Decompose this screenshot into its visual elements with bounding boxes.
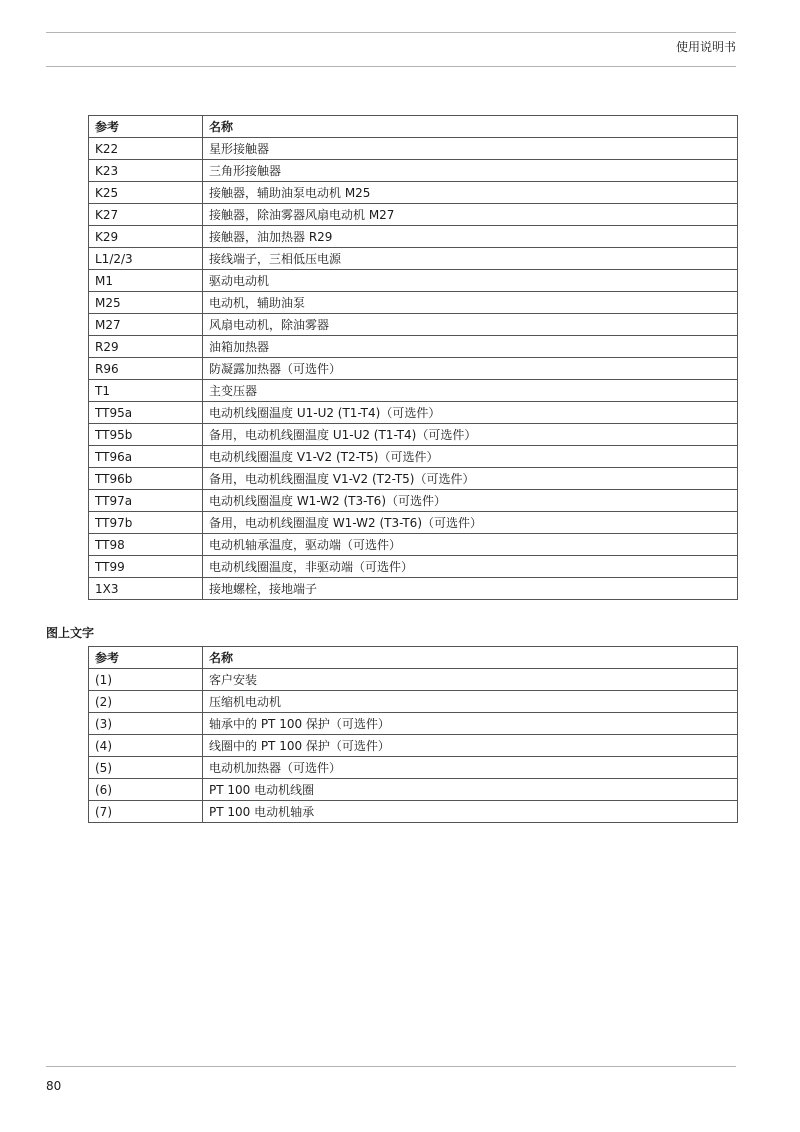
table-row bbox=[89, 380, 738, 402]
reference-cell: TT95a bbox=[89, 402, 203, 424]
name-cell: 防凝露加热器（可选件） bbox=[203, 358, 738, 380]
name-cell: 接地螺栓，接地端子 bbox=[203, 578, 738, 600]
name-cell: 压缩机电动机 bbox=[203, 691, 738, 713]
name-cell: 电动机线圈温度 W1-W2 (T3-T6)（可选件） bbox=[203, 490, 738, 512]
table-row bbox=[89, 402, 738, 424]
name-cell: 三角形接触器 bbox=[203, 160, 738, 182]
reference-cell: K23 bbox=[89, 160, 203, 182]
reference-cell: TT96a bbox=[89, 446, 203, 468]
column-header-name: 名称 bbox=[203, 116, 738, 138]
name-cell: 风扇电动机，除油雾器 bbox=[203, 314, 738, 336]
name-cell: 电动机加热器（可选件） bbox=[203, 757, 738, 779]
document-title: 使用说明书 bbox=[675, 40, 736, 54]
reference-cell: TT95b bbox=[89, 424, 203, 446]
column-header-reference: 参考 bbox=[89, 116, 203, 138]
table-row bbox=[89, 691, 738, 713]
section-heading: 图上文字 bbox=[46, 626, 95, 640]
table-row bbox=[89, 138, 738, 160]
table-header-row bbox=[89, 116, 738, 138]
header-rule-bottom bbox=[46, 66, 736, 67]
name-cell: 接触器，除油雾器风扇电动机 M27 bbox=[203, 204, 738, 226]
table-row bbox=[89, 292, 738, 314]
reference-cell: M25 bbox=[89, 292, 203, 314]
table-row bbox=[89, 512, 738, 534]
table-row bbox=[89, 735, 738, 757]
table-row bbox=[89, 336, 738, 358]
table-row bbox=[89, 779, 738, 801]
name-cell: 电动机，辅助油泵 bbox=[203, 292, 738, 314]
reference-cell: TT97b bbox=[89, 512, 203, 534]
table-row bbox=[89, 248, 738, 270]
figure-text-table bbox=[88, 646, 738, 823]
table-row bbox=[89, 757, 738, 779]
name-cell: 客户安装 bbox=[203, 669, 738, 691]
table-row bbox=[89, 182, 738, 204]
name-cell: 备用，电动机线圈温度 V1-V2 (T2-T5)（可选件） bbox=[203, 468, 738, 490]
reference-cell: 1X3 bbox=[89, 578, 203, 600]
table-body bbox=[89, 669, 738, 823]
page-number: 80 bbox=[46, 1079, 62, 1093]
table-row bbox=[89, 534, 738, 556]
table-row bbox=[89, 556, 738, 578]
name-cell: 电动机轴承温度，驱动端（可选件） bbox=[203, 534, 738, 556]
table-row bbox=[89, 424, 738, 446]
name-cell: 电动机线圈温度 V1-V2 (T2-T5)（可选件） bbox=[203, 446, 738, 468]
reference-cell: TT98 bbox=[89, 534, 203, 556]
reference-cell: R96 bbox=[89, 358, 203, 380]
name-cell: 备用，电动机线圈温度 W1-W2 (T3-T6)（可选件） bbox=[203, 512, 738, 534]
name-cell: 主变压器 bbox=[203, 380, 738, 402]
footer-rule bbox=[46, 1066, 736, 1067]
name-cell: PT 100 电动机线圈 bbox=[203, 779, 738, 801]
name-cell: 星形接触器 bbox=[203, 138, 738, 160]
reference-cell: K29 bbox=[89, 226, 203, 248]
reference-table bbox=[88, 115, 738, 600]
name-cell: 轴承中的 PT 100 保护（可选件） bbox=[203, 713, 738, 735]
reference-cell: (6) bbox=[89, 779, 203, 801]
table-row bbox=[89, 270, 738, 292]
reference-cell: (7) bbox=[89, 801, 203, 823]
name-cell: 线圈中的 PT 100 保护（可选件） bbox=[203, 735, 738, 757]
reference-cell: TT97a bbox=[89, 490, 203, 512]
table-row bbox=[89, 314, 738, 336]
reference-cell: (5) bbox=[89, 757, 203, 779]
reference-cell: M1 bbox=[89, 270, 203, 292]
table-row bbox=[89, 801, 738, 823]
name-cell: 接线端子，三相低压电源 bbox=[203, 248, 738, 270]
reference-cell: K25 bbox=[89, 182, 203, 204]
reference-cell: R29 bbox=[89, 336, 203, 358]
reference-cell: (1) bbox=[89, 669, 203, 691]
name-cell: 电动机线圈温度 U1-U2 (T1-T4)（可选件） bbox=[203, 402, 738, 424]
table-header-row bbox=[89, 647, 738, 669]
table-row bbox=[89, 358, 738, 380]
reference-cell: K27 bbox=[89, 204, 203, 226]
name-cell: 接触器，辅助油泵电动机 M25 bbox=[203, 182, 738, 204]
table-body bbox=[89, 138, 738, 600]
reference-cell: TT99 bbox=[89, 556, 203, 578]
table-row bbox=[89, 226, 738, 248]
table-row bbox=[89, 446, 738, 468]
reference-cell: (2) bbox=[89, 691, 203, 713]
column-header-name: 名称 bbox=[203, 647, 738, 669]
table-row bbox=[89, 204, 738, 226]
reference-cell: TT96b bbox=[89, 468, 203, 490]
table-row bbox=[89, 490, 738, 512]
name-cell: 接触器，油加热器 R29 bbox=[203, 226, 738, 248]
name-cell: PT 100 电动机轴承 bbox=[203, 801, 738, 823]
reference-cell: M27 bbox=[89, 314, 203, 336]
header-rule-top bbox=[46, 32, 736, 33]
table-row bbox=[89, 468, 738, 490]
reference-cell: (4) bbox=[89, 735, 203, 757]
reference-cell: T1 bbox=[89, 380, 203, 402]
reference-cell: K22 bbox=[89, 138, 203, 160]
reference-cell: (3) bbox=[89, 713, 203, 735]
table-row bbox=[89, 713, 738, 735]
name-cell: 备用，电动机线圈温度 U1-U2 (T1-T4)（可选件） bbox=[203, 424, 738, 446]
table-row bbox=[89, 160, 738, 182]
name-cell: 电动机线圈温度，非驱动端（可选件） bbox=[203, 556, 738, 578]
name-cell: 驱动电动机 bbox=[203, 270, 738, 292]
table-row bbox=[89, 578, 738, 600]
reference-cell: L1/2/3 bbox=[89, 248, 203, 270]
name-cell: 油箱加热器 bbox=[203, 336, 738, 358]
column-header-reference: 参考 bbox=[89, 647, 203, 669]
table-row bbox=[89, 669, 738, 691]
